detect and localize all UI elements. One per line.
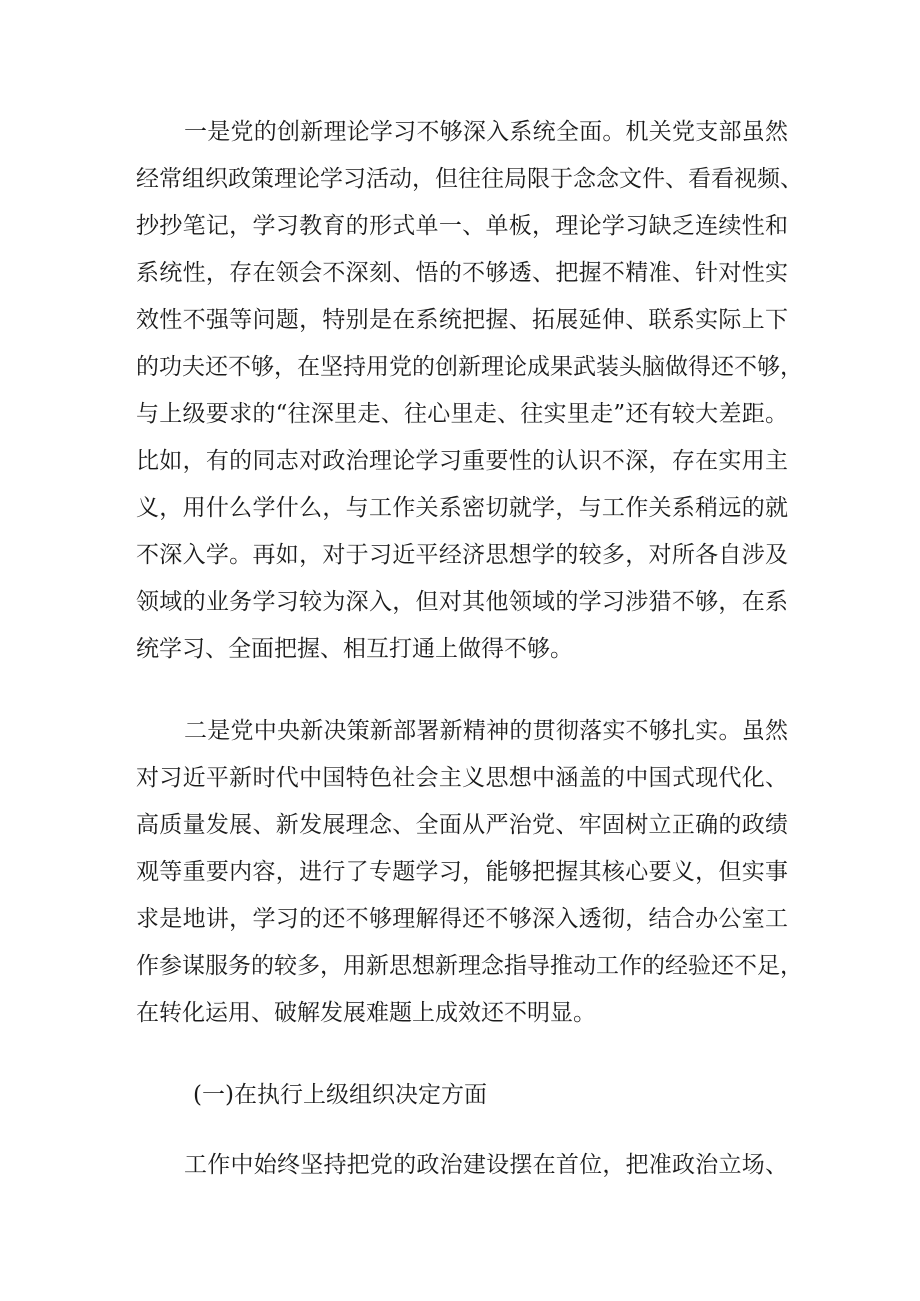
- paragraph-text: 经常组织政策理论学习活动，但往往局限于念念文件、看看视频、: [136, 166, 803, 192]
- paragraph-text: 高质量发展、新发展理念、全面从严治党、牢固树立正确的政绩: [136, 812, 788, 838]
- paragraph-text: 观等重要内容，进行了专题学习，能够把握其核心要义，但实事: [136, 859, 788, 885]
- paragraph-text: 二是党中央新决策新部署新精神的贯彻落实不够扎实。虽然: [184, 718, 788, 744]
- paragraph-1-line-9: [0, 488, 920, 528]
- paragraph-1-line-5: [0, 300, 920, 340]
- paragraph-text: 领域的业务学习较为深入，但对其他领域的学习涉猎不够，在系: [136, 589, 788, 615]
- paragraph-1-line-3: [0, 206, 920, 246]
- paragraph-1-line-10: [0, 535, 920, 575]
- paragraph-2-line-4: [0, 852, 920, 892]
- section-heading-line: [0, 1075, 920, 1115]
- paragraph-text: 作参谋服务的较多，用新思想新理念指导推动工作的经验还不足，: [136, 953, 803, 979]
- paragraph-text: 比如，有的同志对政治理论学习重要性的认识不深，存在实用主: [136, 448, 788, 474]
- paragraph-text: 工作中始终坚持把党的政治建设摆在首位，把准政治立场、: [184, 1152, 788, 1178]
- paragraph-1-line-12: [0, 629, 920, 669]
- paragraph-2-line-2: [0, 758, 920, 798]
- paragraph-text: 与上级要求的“往深里走、往心里走、往实里走”还有较大差距。: [136, 401, 788, 427]
- paragraph-2-line-7: [0, 993, 920, 1033]
- paragraph-text: 效性不强等问题，特别是在系统把握、拓展延伸、联系实际上下: [136, 307, 788, 333]
- paragraph-text: 对习近平新时代中国特色社会主义思想中涵盖的中国式现代化、: [136, 765, 788, 791]
- paragraph-2-line-3: [0, 805, 920, 845]
- paragraph-1-line-2: [0, 159, 920, 199]
- paragraph-text: 一是党的创新理论学习不够深入系统全面。机关党支部虽然: [184, 119, 788, 145]
- paragraph-text: 统学习、全面把握、相互打通上做得不够。: [136, 636, 573, 662]
- paragraph-text: 求是地讲，学习的还不够理解得还不够深入透彻，结合办公室工: [136, 906, 788, 932]
- paragraph-1-line-1: [0, 112, 920, 152]
- paragraph-1-line-8: [0, 441, 920, 481]
- section-heading: (一)在执行上级组织决定方面: [193, 1082, 487, 1108]
- paragraph-2-line-1: [0, 711, 920, 751]
- paragraph-2-line-5: [0, 899, 920, 939]
- paragraph-text: 不深入学。再如，对于习近平经济思想学的较多，对所各自涉及: [136, 542, 788, 568]
- paragraph-2-line-6: [0, 946, 920, 986]
- paragraph-text: 的功夫还不够，在坚持用党的创新理论成果武装头脑做得还不够，: [136, 354, 803, 380]
- paragraph-text: 在转化运用、破解发展难题上成效还不明显。: [136, 1000, 596, 1026]
- paragraph-1-line-4: [0, 253, 920, 293]
- paragraph-text: 抄抄笔记，学习教育的形式单一、单板，理论学习缺乏连续性和: [136, 213, 788, 239]
- paragraph-3-line-1: [0, 1145, 920, 1185]
- paragraph-1-line-11: [0, 582, 920, 622]
- paragraph-text: 义，用什么学什么，与工作关系密切就学，与工作关系稍远的就: [136, 495, 788, 521]
- paragraph-1-line-7: [0, 394, 920, 434]
- paragraph-1-line-6: [0, 347, 920, 387]
- paragraph-text: 系统性，存在领会不深刻、悟的不够透、把握不精准、针对性实: [136, 260, 788, 286]
